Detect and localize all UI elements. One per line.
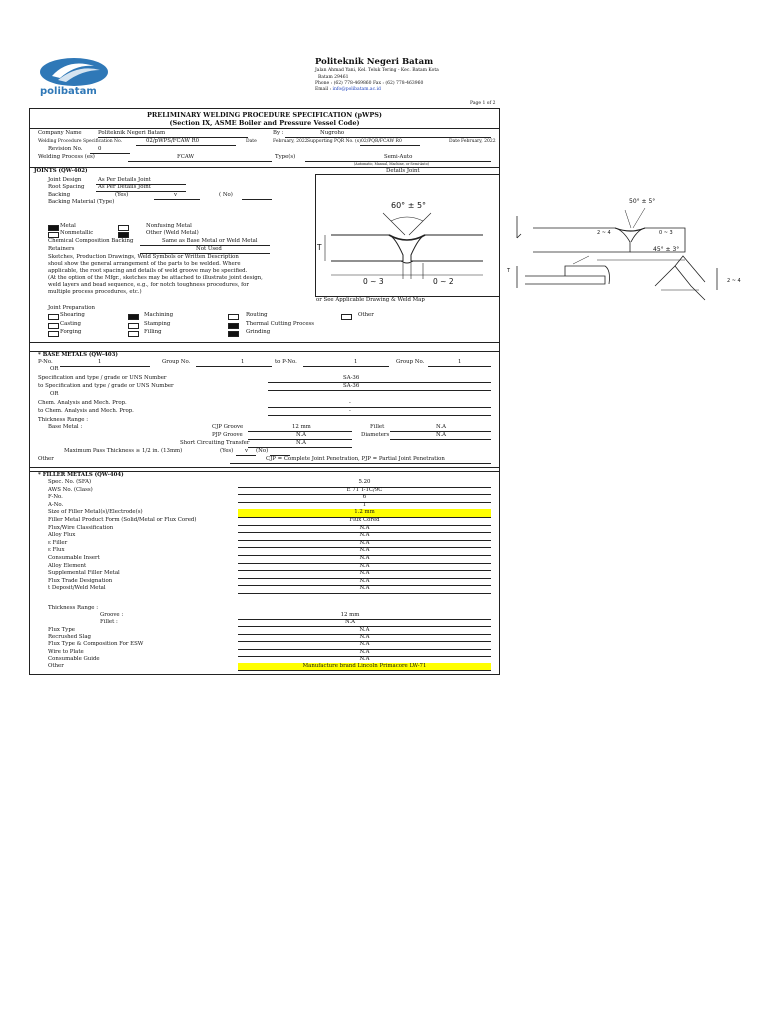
pno-value[interactable]: 1	[98, 359, 102, 365]
wps-line	[136, 145, 236, 146]
filler-row-value[interactable]: N.A	[359, 577, 370, 584]
chem-value[interactable]: -	[349, 400, 351, 406]
diameters-label: Diameters	[361, 432, 390, 438]
filler-row-value[interactable]: Manufacture brand Lincoln Primacore LW-71	[302, 663, 427, 669]
cjp-label: CJP Groove	[212, 424, 244, 430]
page-number: Page 1 of 2	[470, 101, 496, 106]
email-link[interactable]: info@polibatam.ac.id	[332, 87, 381, 92]
spec-label: Specification and type / grade or UNS Number	[38, 375, 167, 381]
filler-row-label: Wire to Plate	[48, 648, 84, 655]
pjp-label: PJP Groove	[212, 432, 243, 438]
nonmetallic-label: Nonmetallic	[60, 230, 94, 236]
form-subtitle: (Section IX, ASME Boiler and Pressure Vessel Code)	[169, 119, 360, 127]
filler-row-value[interactable]: N.A	[359, 555, 370, 561]
metal-label: Metal	[60, 223, 76, 229]
type-note: (Automatic, Manual, Machine, or Semi-Auto)	[354, 162, 429, 166]
or-2: OR	[50, 391, 59, 397]
nonfusing-label: Nonfusing Metal	[146, 223, 192, 229]
maxpass-yes-line	[236, 455, 256, 456]
filler-row-value[interactable]: N.A	[359, 539, 370, 546]
filler-row-label: Flux Trade Designation	[48, 577, 113, 584]
design-label: Joint Design	[48, 177, 82, 183]
chem-line	[268, 407, 491, 408]
filling-checkbox[interactable]	[128, 331, 139, 337]
thermal-cutting-checkbox[interactable]	[228, 323, 239, 329]
divider	[315, 174, 499, 175]
top-line	[303, 366, 389, 367]
sct-label: Short Circuiting Transfer	[180, 440, 250, 446]
root-line	[96, 191, 186, 192]
machining-checkbox[interactable]	[128, 314, 139, 320]
filler-row-value[interactable]: N.A	[359, 585, 370, 592]
spec-value[interactable]: SA-36	[343, 375, 360, 381]
filler-row-label: AWS No. (Class)	[48, 486, 93, 493]
sketch-line-1: Sketches, Production Drawings, Weld Symbols or Written Description	[48, 254, 239, 260]
main-thickness-label: T	[317, 243, 322, 252]
tospec-value[interactable]: SA-36	[343, 383, 360, 389]
filler-row-label: Supplemental Filler Metal	[48, 570, 120, 577]
fillet-label: Fillet	[370, 424, 385, 430]
main-angle-label: 60° ± 5°	[391, 201, 427, 210]
grinding-checkbox[interactable]	[228, 331, 239, 337]
filler-row-line	[238, 670, 491, 671]
backing-no-line	[242, 199, 272, 200]
sketch-line-4: (At the option of the Mfgr., sketches may be attached to illustrate joint design,	[48, 275, 263, 281]
divider	[30, 342, 499, 343]
chem-backing-value[interactable]: Same as Base Metal or Weld Metal	[162, 238, 258, 244]
org-name: Politeknik Negeri Batam	[315, 57, 434, 67]
stamping-label: Stamping	[144, 321, 171, 327]
divider	[30, 167, 499, 168]
metal-checkbox[interactable]	[48, 225, 59, 231]
groove-value[interactable]: 12 mm	[340, 612, 360, 618]
filler-metals-header: * FILLER METALS (QW-404)	[38, 472, 124, 478]
forging-checkbox[interactable]	[48, 331, 59, 337]
or-1: OR	[50, 366, 59, 372]
side-gap-1-label: 2 ~ 4	[597, 230, 611, 236]
machining-label: Machining	[144, 312, 174, 318]
logo-text: polibatam	[40, 86, 97, 97]
wps-value[interactable]: 02/pWPS/FCAW R0	[146, 138, 200, 144]
type-value[interactable]: Semi-Auto	[384, 154, 413, 160]
pno-label: P-No.	[38, 359, 53, 365]
backing-material-label: Backing Material (Type)	[48, 199, 115, 205]
form-title: PRELIMINARY WELDING PROCEDURE SPECIFICATION (pWPS)	[146, 111, 383, 119]
filler-row-label: Filler Metal Product Form (Solid/Metal or Flux Cored)	[48, 517, 197, 523]
filler-row-value[interactable]: N.A	[359, 547, 370, 554]
top-label: to P-No.	[275, 359, 297, 365]
side-joint-drawings	[505, 190, 765, 320]
filler-row-label: ε Flux	[48, 547, 65, 554]
filler-row-value[interactable]: 1.2 mm	[354, 509, 375, 516]
by-value[interactable]: Nugroho	[320, 130, 345, 136]
date2-label: Date	[449, 139, 460, 144]
sketch-line-2: shoul show the general arrangement of the parts to be welded. Where	[48, 261, 241, 267]
filler-row-value[interactable]: N.A	[359, 524, 370, 531]
divider	[30, 467, 499, 468]
details-joint-label: Details Joint	[386, 168, 420, 174]
pqr-label: Supporting PQR No. (s)	[307, 139, 361, 144]
group2-label: Group No.	[396, 359, 425, 365]
company-value[interactable]: Politeknik Negeri Batam	[98, 130, 166, 136]
backing-yes: (Yes)	[115, 192, 129, 198]
filler-row-value[interactable]: 6	[362, 494, 367, 501]
side-angle-2-label: 45° ± 3°	[653, 246, 680, 253]
see-drawing-note: or See Applicable Drawing & Weld Map	[316, 297, 425, 303]
pqr-line	[360, 145, 420, 146]
tospec-line	[268, 390, 491, 391]
other-prep-checkbox[interactable]	[341, 314, 352, 320]
date2-value[interactable]: February, 2022	[461, 139, 496, 144]
base-other-label: Other	[38, 456, 54, 462]
tospec-label: to Specification and type / grade or UNS Number	[38, 383, 174, 389]
filling-label: Filling	[144, 329, 162, 335]
thickness-range-label: Thickness Range :	[38, 417, 89, 423]
date-value[interactable]: February, 2022	[273, 139, 308, 144]
sketch-line-3: applicable, the root spacing and details of weld groove may be specified.	[48, 268, 248, 274]
top-value[interactable]: 1	[354, 359, 358, 365]
filler-row-value[interactable]: N.A	[359, 634, 370, 641]
filler-row-label: A-No.	[48, 501, 64, 508]
maxpass-no: (No)	[256, 448, 269, 454]
cjp-value[interactable]: 12 mm	[292, 424, 311, 430]
tochem-value[interactable]: -	[349, 408, 351, 414]
filler-row-value[interactable]: N.A	[359, 570, 370, 577]
filler-row-value[interactable]: N.A	[359, 532, 370, 539]
group-line	[196, 366, 272, 367]
org-phone: Phone : (62) 778-469860 Fax : (62) 778-463960	[315, 81, 424, 86]
company-label: Company Name	[38, 130, 82, 136]
chem-backing-label: Chemical Composition Backing	[48, 238, 134, 244]
filler-row-value[interactable]: E 71 T-1C/9C	[346, 486, 383, 493]
fillet-value[interactable]: N.A	[436, 424, 446, 430]
shearing-checkbox[interactable]	[48, 314, 59, 320]
nonfusing-checkbox[interactable]	[118, 225, 129, 231]
design-value[interactable]: As Per Details Joint	[98, 177, 151, 183]
casting-checkbox[interactable]	[48, 323, 59, 329]
filler-row-label: Size of Filler Metal(s)/Electrode(s)	[48, 509, 143, 516]
forging-label: Forging	[60, 329, 82, 335]
diameters-value[interactable]: N.A	[436, 432, 446, 438]
sketch-line-5: weld layers and bead sequence, e.g., for notch toughness procedures, for	[48, 282, 249, 288]
filler-thickness-label: Thickness Range :	[48, 605, 99, 611]
tochem-line	[268, 415, 491, 416]
backing-mark[interactable]: v	[174, 192, 178, 198]
side-t-label: T	[507, 268, 511, 274]
group2-line	[428, 366, 491, 367]
chem-label: Chem. Analysis and Mech. Prop.	[38, 400, 127, 406]
filler-row-value[interactable]: N.A	[359, 562, 370, 569]
filler-row-value[interactable]: N.A	[359, 627, 370, 633]
side-gap-2-label: 2 ~ 4	[727, 278, 741, 284]
root-label: Root Spacing	[48, 184, 85, 190]
joint-prep-label: Joint Preparation	[48, 305, 95, 311]
filler-row-label: Recrushed Slag	[48, 634, 91, 641]
backing-label: Backing	[48, 192, 71, 198]
filler-row-label: Flux Type	[48, 627, 75, 633]
revision-line	[90, 153, 130, 154]
by-line	[285, 137, 491, 138]
main-face-label: 0 ~ 2	[433, 277, 454, 286]
routing-label: Routing	[246, 312, 268, 318]
tochem-label: to Chem. Analysis and Mech. Prop.	[38, 408, 134, 414]
filler-row-value[interactable]: N.A	[359, 648, 370, 655]
filler-row-label: F-No.	[48, 494, 63, 501]
maxpass-mark[interactable]: v	[245, 448, 249, 454]
filler-row-value[interactable]: 1	[362, 501, 367, 508]
filler-row-label: Alloy Element	[48, 562, 87, 569]
maxpass-yes: (Yes)	[220, 448, 234, 454]
backing-no: ( No)	[219, 192, 233, 198]
base-metals-header: * BASE METALS (QW-403)	[38, 352, 118, 358]
filler-row-value[interactable]: 5.20	[358, 479, 371, 485]
date-label: Date	[246, 139, 257, 144]
filler-row-label: Flux Type & Composition For ESW	[48, 641, 144, 648]
wps-label: Welding Procedure Specification No.	[38, 139, 123, 144]
spec-line	[268, 382, 491, 383]
other-weld-label: Other (Weld Metal)	[146, 230, 199, 236]
org-address-1: Jalan Ahmad Yani, Kel. Teluk Tering - Kec. Batam Kota	[315, 68, 439, 73]
filler-row-label: Flux/Wire Classification	[48, 524, 114, 531]
maxpass-label: Maximum Pass Thickness ≥ 1/2 in. (13mm)	[64, 448, 183, 454]
filler-row-value[interactable]: N.A	[359, 655, 370, 662]
joints-header: JOINTS (QW-402)	[34, 168, 88, 174]
backing-yes-line	[154, 199, 200, 200]
divider	[30, 128, 499, 129]
pqr-value[interactable]: 02/PQR/FCAW R0	[361, 139, 402, 144]
type-label: Type(s)	[275, 154, 296, 160]
filler-row-label: ε Filler	[48, 539, 68, 546]
org-address-2: Batam 29461	[318, 75, 349, 80]
sct-value[interactable]: N.A	[296, 440, 306, 446]
pjp-value[interactable]: N.A	[296, 432, 306, 438]
fillet-filler-value[interactable]: N.A	[345, 619, 355, 625]
filler-row-value[interactable]: N.A	[359, 641, 370, 648]
retainers-label: Retainers	[48, 246, 75, 252]
thermal-cutting-label: Thermal Cutting Process	[246, 321, 315, 327]
group-label: Group No.	[162, 359, 191, 365]
filler-row-value[interactable]: Flux Cored	[349, 517, 380, 523]
process-line	[128, 161, 272, 162]
group2-value[interactable]: 1	[458, 359, 462, 365]
pno-line	[60, 366, 150, 367]
by-label: By :	[273, 130, 284, 136]
sketch-line-6: multiple process procedures, etc.)	[48, 289, 142, 295]
filler-row-label: t Deposit/Weld Metal	[48, 585, 106, 592]
grinding-label: Grinding	[246, 329, 271, 335]
filler-row-label: Consumable Insert	[48, 555, 100, 561]
main-gap-label: 0 ~ 3	[363, 277, 384, 286]
base-metal-label: Base Metal :	[48, 424, 83, 430]
revision-value[interactable]: 0	[98, 146, 102, 152]
groove-label: Groove :	[100, 612, 124, 618]
shearing-label: Shearing	[60, 312, 85, 318]
org-email	[315, 87, 381, 93]
filler-row-label: Spec. No. (SFA)	[48, 479, 92, 485]
process-value[interactable]: FCAW	[177, 154, 195, 160]
stamping-checkbox[interactable]	[128, 323, 139, 329]
fillet-filler-label: Fillet :	[100, 619, 118, 625]
filler-row-label: Other	[48, 663, 64, 669]
side-angle-1-label: 50° ± 5°	[629, 198, 656, 205]
filler-row-label: Alloy Flux	[48, 532, 76, 539]
revision-label: Revision No.	[48, 146, 83, 152]
process-label: Welding Process (es)	[38, 154, 95, 160]
other-prep-label: Other	[358, 312, 374, 318]
wps-form	[29, 108, 500, 675]
routing-checkbox[interactable]	[228, 314, 239, 320]
joint-detail-drawing	[317, 177, 497, 295]
base-other-line	[230, 463, 491, 464]
retainers-value[interactable]: Not Used	[196, 246, 222, 252]
group-value[interactable]: 1	[241, 359, 245, 365]
root-value[interactable]: As Per Details Joint	[98, 184, 151, 190]
base-other-value[interactable]: CJP = Complete Joint Penetration, PJP = Partial Joint Penetration	[266, 456, 445, 462]
filler-row-line	[238, 593, 491, 594]
side-face-1-label: 0 ~ 3	[659, 230, 673, 236]
casting-label: Casting	[60, 321, 81, 327]
diameters-line	[390, 439, 491, 440]
filler-row-label: Consumable Guide	[48, 655, 100, 662]
details-box-left	[315, 174, 316, 296]
email-label: Email :	[315, 87, 333, 92]
